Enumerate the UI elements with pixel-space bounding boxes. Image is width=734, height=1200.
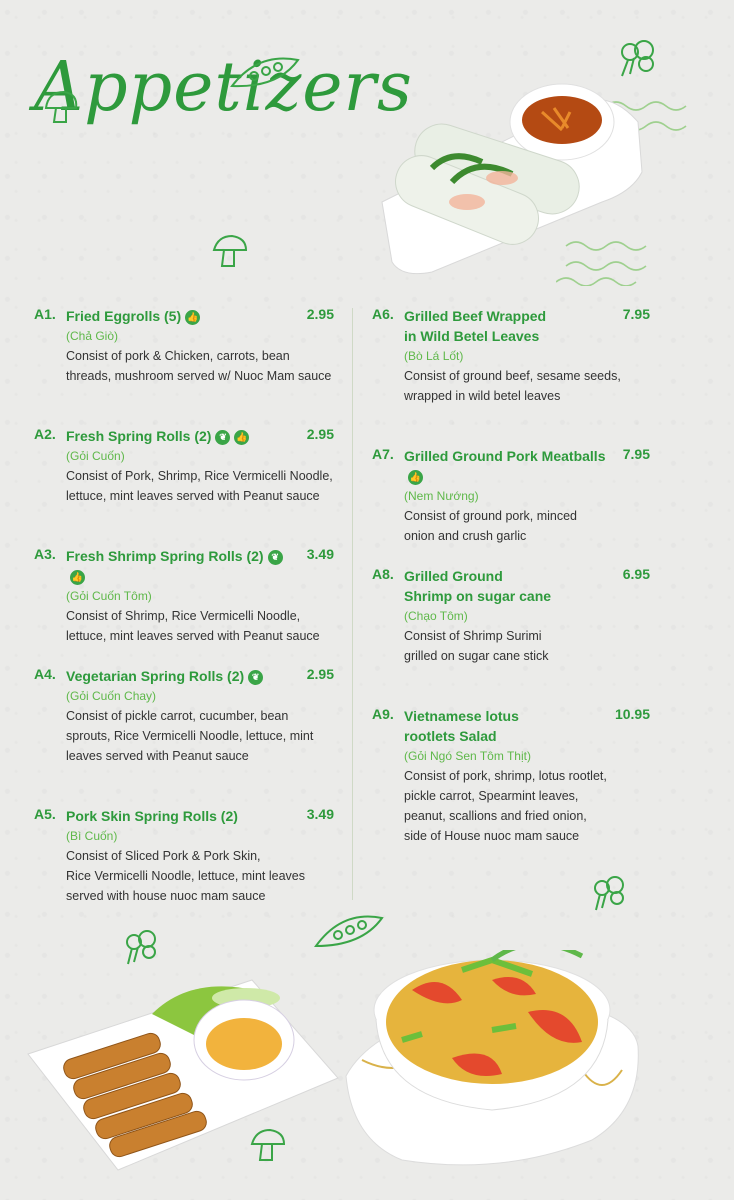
menu-item-a6 — [372, 306, 650, 406]
item-name — [404, 706, 609, 746]
item-price: 2.95 — [306, 666, 334, 682]
description-line: onion and crush garlic — [404, 529, 527, 543]
broccoli-icon — [122, 928, 162, 968]
item-name: Fresh Spring Rolls (2) — [66, 428, 212, 444]
item-description — [66, 706, 334, 766]
leaf-icon: ❦ — [268, 550, 283, 565]
item-code: A3. — [34, 546, 56, 562]
item-code: A5. — [34, 806, 56, 822]
mushroom-icon — [210, 232, 252, 272]
thumbs-up-icon: 👍 — [234, 430, 249, 445]
menu-item-a5 — [34, 806, 334, 906]
description-line: leaves served with Peanut sauce — [66, 749, 249, 763]
mushroom-icon — [40, 86, 82, 128]
item-name: Pork Skin Spring Rolls (2) — [66, 808, 238, 824]
menu-item-a3 — [34, 546, 334, 646]
description-line: Consist of Shrimp, Rice Vermicelli Noodle, — [66, 609, 301, 623]
menu-item-a4 — [34, 666, 334, 766]
menu-item-a8 — [372, 566, 650, 666]
item-name: Fresh Shrimp Spring Rolls (2) — [66, 548, 264, 564]
thumbs-up-icon: 👍 — [70, 570, 85, 585]
description-line: Consist of pickle carrot, cucumber, bean — [66, 709, 289, 723]
item-name-line: Shrimp on sugar cane — [404, 588, 552, 604]
item-description — [66, 466, 334, 506]
soup-bowl-image — [342, 950, 642, 1180]
item-vietnamese-name: (Chả Giò) — [66, 329, 119, 343]
description-line: pickle carrot, Spearmint leaves, — [404, 789, 579, 803]
item-price: 3.49 — [306, 546, 334, 562]
item-price: 7.95 — [622, 446, 650, 462]
description-line: wrapped in wild betel leaves — [404, 389, 561, 403]
item-description — [404, 506, 650, 546]
thumbs-up-icon: 👍 — [408, 470, 423, 485]
item-code: A6. — [372, 306, 394, 322]
description-line: Consist of ground pork, minced — [404, 509, 578, 523]
description-line: Consist of Sliced Pork & Pork Skin, — [66, 849, 261, 863]
description-line: threads, mushroom served w/ Nuoc Mam sauce — [66, 369, 332, 383]
item-vietnamese-name: (Bò Lá Lốt) — [404, 349, 464, 363]
item-description — [404, 366, 650, 406]
item-price: 2.95 — [306, 306, 334, 322]
item-price: 2.95 — [306, 426, 334, 442]
item-vietnamese-name: (Gỏi Cuốn) — [66, 449, 125, 463]
broccoli-icon — [590, 874, 630, 914]
item-vietnamese-name: (Bì Cuốn) — [66, 829, 118, 843]
item-description — [66, 606, 334, 646]
item-name-line: Grilled Ground Pork Meatballs — [404, 448, 606, 464]
item-vietnamese-name: (Gỏi Cuốn Chay) — [66, 689, 157, 703]
description-line: served with house nuoc mam sauce — [66, 889, 266, 903]
item-price: 6.95 — [622, 566, 650, 582]
thumbs-up-icon: 👍 — [185, 310, 200, 325]
description-line: Consist of Shrimp Surimi — [404, 629, 542, 643]
item-vietnamese-name: (Gỏi Ngó Sen Tôm Thịt) — [404, 749, 531, 763]
pea-pod-icon — [228, 56, 302, 90]
item-code: A9. — [372, 706, 394, 722]
item-name-line: Grilled Beef Wrapped — [404, 308, 547, 324]
item-name: Fried Eggrolls (5) — [66, 308, 182, 324]
description-line: peanut, scallions and fried onion, — [404, 809, 587, 823]
description-line: lettuce, mint leaves served with Peanut sauce — [66, 629, 320, 643]
page-title: Appetizers — [34, 48, 413, 127]
item-name-line: rootlets Salad — [404, 728, 497, 744]
menu-item-a9 — [372, 706, 650, 846]
pea-pod-icon — [312, 914, 386, 950]
item-description — [404, 626, 650, 666]
menu-item-a2 — [34, 426, 334, 506]
item-description — [66, 846, 334, 906]
item-name — [404, 306, 617, 346]
menu-item-a1 — [34, 306, 334, 386]
item-description — [404, 766, 650, 846]
item-name — [404, 566, 617, 606]
item-name-line: in Wild Betel Leaves — [404, 328, 540, 344]
item-code: A8. — [372, 566, 394, 582]
item-name-line: Grilled Ground — [404, 568, 503, 584]
description-line: Consist of Pork, Shrimp, Rice Vermicelli Noodle, — [66, 469, 333, 483]
item-name — [404, 446, 617, 486]
column-divider — [352, 308, 353, 900]
leaf-icon: ❦ — [248, 670, 263, 685]
item-vietnamese-name: (Chạo Tôm) — [404, 609, 468, 623]
spring-rolls-image — [372, 82, 652, 282]
item-price: 10.95 — [614, 706, 650, 722]
description-line: lettuce, mint leaves served with Peanut sauce — [66, 489, 320, 503]
item-price: 3.49 — [306, 806, 334, 822]
item-code: A4. — [34, 666, 56, 682]
description-line: grilled on sugar cane stick — [404, 649, 549, 663]
item-code: A7. — [372, 446, 394, 462]
item-vietnamese-name: (Nem Nướng) — [404, 489, 479, 503]
description-line: side of House nuoc mam sauce — [404, 829, 580, 843]
item-description — [66, 346, 334, 386]
description-line: Consist of ground beef, sesame seeds, — [404, 369, 621, 383]
item-price: 7.95 — [622, 306, 650, 322]
item-name: Vegetarian Spring Rolls (2) — [66, 668, 245, 684]
description-line: Consist of pork, shrimp, lotus rootlet, — [404, 769, 607, 783]
leaf-icon: ❦ — [215, 430, 230, 445]
description-line: Consist of pork & Chicken, carrots, bean — [66, 349, 290, 363]
description-line: Rice Vermicelli Noodle, lettuce, mint leaves — [66, 869, 305, 883]
item-code: A1. — [34, 306, 56, 322]
broccoli-icon — [616, 38, 660, 80]
item-name-line: Vietnamese lotus — [404, 708, 519, 724]
item-code: A2. — [34, 426, 56, 442]
description-line: sprouts, Rice Vermicelli Noodle, lettuce, mint — [66, 729, 314, 743]
menu-item-a7 — [372, 446, 650, 546]
fried-eggrolls-image — [22, 974, 342, 1174]
item-vietnamese-name: (Gỏi Cuốn Tôm) — [66, 589, 152, 603]
